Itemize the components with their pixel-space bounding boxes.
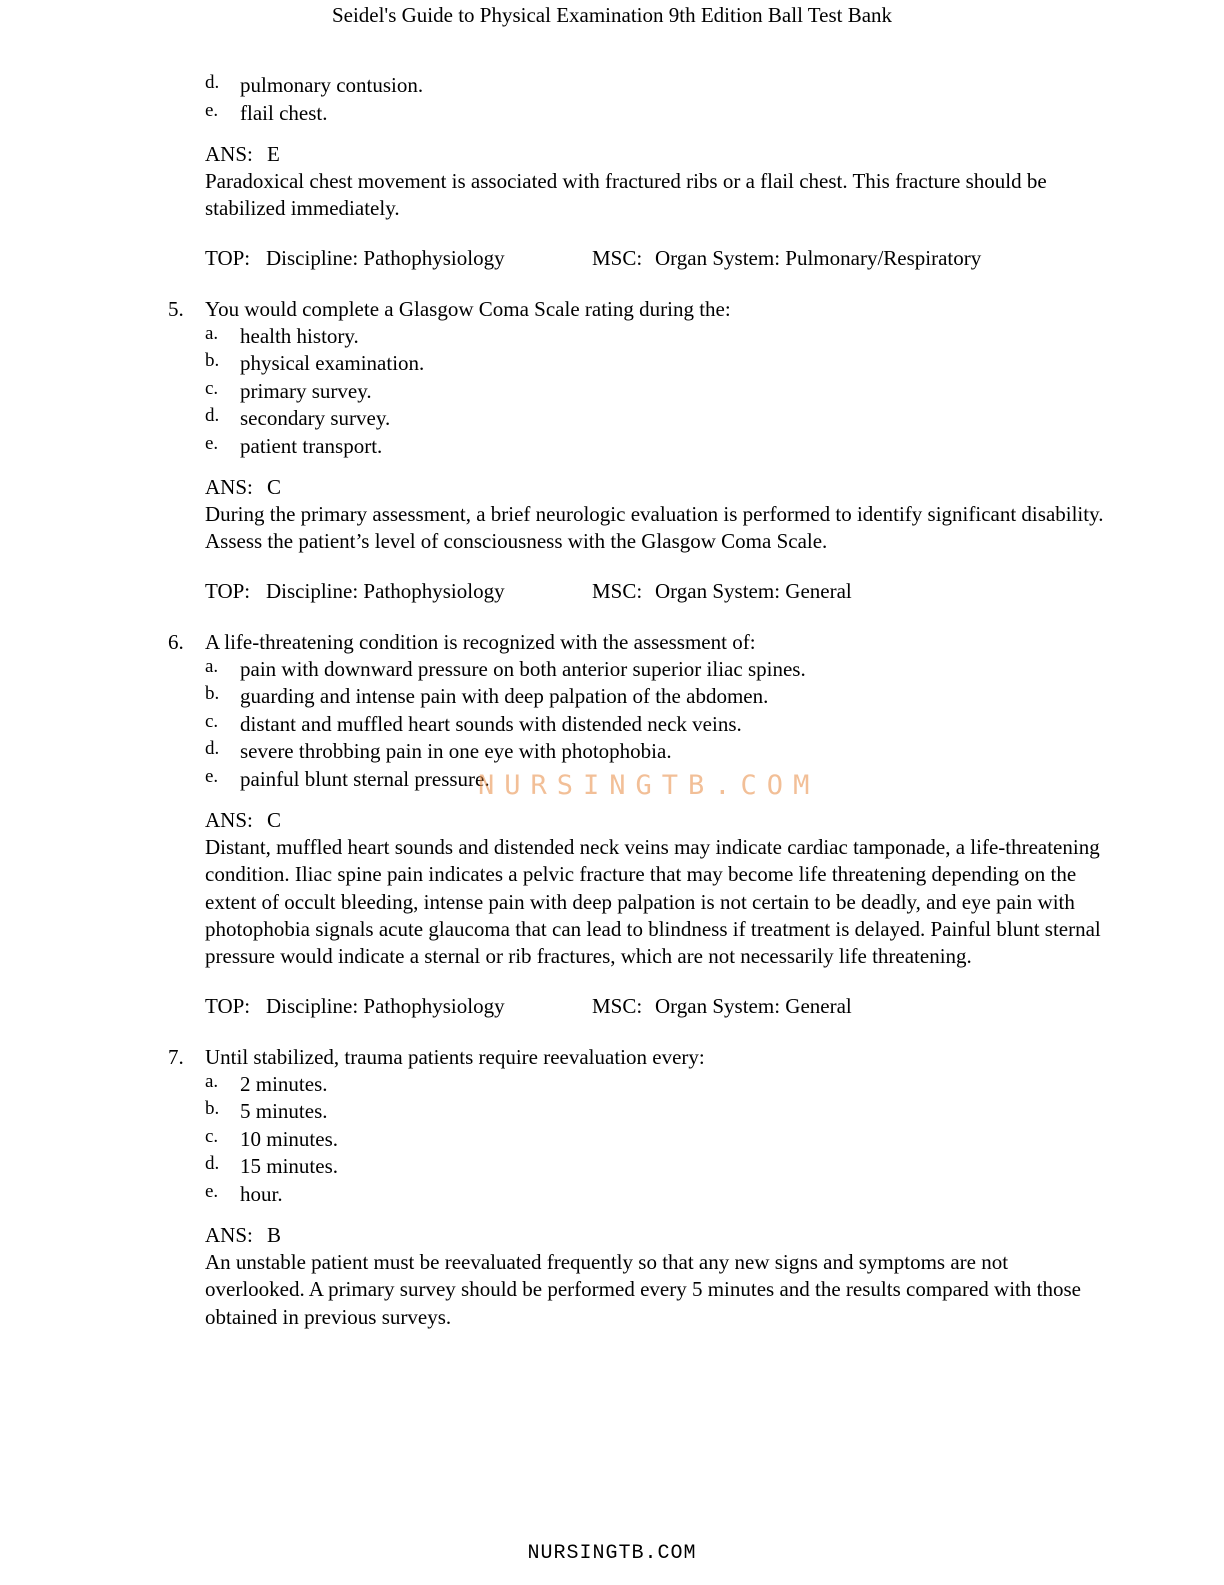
choice-letter: a. (205, 322, 219, 344)
document-body (0, 72, 1224, 1331)
choice-c (205, 1126, 1224, 1154)
choice-letter: d. (205, 72, 220, 93)
question-7 (0, 1044, 1224, 1331)
choice-d (205, 738, 1224, 766)
choice-text: guarding and intense pain with deep palpation of the abdomen. (240, 684, 769, 709)
top-value: Discipline: Pathophysiology (266, 245, 505, 270)
choice-a (205, 1071, 1224, 1099)
choice-b (205, 683, 1224, 711)
choice-letter: d. (205, 405, 220, 427)
choice-text: 10 minutes. (240, 1126, 338, 1151)
question-number: 7. (168, 1044, 184, 1069)
choice-letter: b. (205, 350, 220, 372)
page-header: Seidel's Guide to Physical Examination 9th Edition Ball Test Bank (331, 3, 893, 27)
question-stem: Until stabilized, trauma patients require reevaluation every: (205, 1044, 705, 1069)
answer-line (205, 1222, 1224, 1249)
msc-label: MSC: (592, 578, 643, 603)
choice-letter: a. (205, 1070, 219, 1092)
question-stem: You would complete a Glasgow Coma Scale rating during the: (205, 296, 731, 321)
question-number: 5. (168, 296, 184, 321)
watermark: NURSINGTB.COM (478, 770, 820, 801)
choice-c (205, 711, 1224, 739)
question-stem: A life-threatening condition is recognized with the assessment of: (205, 629, 756, 654)
choice-text: 5 minutes. (240, 1099, 328, 1124)
choice-d (205, 405, 1224, 433)
choice-letter: e. (205, 99, 219, 121)
choice-letter: b. (205, 1098, 220, 1120)
choice-a (205, 323, 1224, 351)
choice-letter: b. (205, 683, 220, 705)
choice-letter: c. (205, 710, 219, 732)
answer-value: E (267, 142, 280, 166)
top-value: Discipline: Pathophysiology (266, 993, 505, 1018)
question-6 (0, 629, 1224, 1020)
choice-text: pulmonary contusion. (240, 73, 424, 97)
top-label: TOP: (205, 245, 251, 270)
choice-text: patient transport. (240, 433, 383, 458)
answer-line (205, 807, 1224, 834)
choice-text: hour. (240, 1181, 283, 1206)
msc-label: MSC: (592, 993, 643, 1018)
msc-value: Organ System: Pulmonary/Respiratory (655, 245, 982, 270)
choice-text: severe throbbing pain in one eye with photophobia. (240, 739, 672, 764)
meta-line (205, 993, 1224, 1020)
choice-text: pain with downward pressure on both anterior superior iliac spines. (240, 656, 806, 681)
carryover-question (0, 72, 1224, 272)
meta-line (205, 578, 1224, 605)
top-label: TOP: (205, 578, 251, 603)
rationale: An unstable patient must be reevaluated frequently so that any new signs and symptoms are not overlooked. A primary survey should be performed every 5 minutes and the results compared with those obtained in previous surveys. (205, 1250, 1081, 1329)
choice-text: primary survey. (240, 378, 372, 403)
msc-value: Organ System: General (655, 578, 852, 603)
choice-letter: d. (205, 1153, 220, 1175)
choice-text: distant and muffled heart sounds with distended neck veins. (240, 711, 742, 736)
answer-label: ANS: (205, 1223, 253, 1248)
top-value: Discipline: Pathophysiology (266, 578, 505, 603)
top-label: TOP: (205, 993, 251, 1018)
choice-b (205, 350, 1224, 378)
rationale: Distant, muffled heart sounds and distended neck veins may indicate cardiac tamponade, a life-threatening condition. Iliac spine pain indicates a pelvic fracture that may become life threatening depending on the extent of occult bleeding, intense pain with deep palpation is not certain to be deadly, and eye pain with photophobia signals acute glaucoma that can lead to blindness if treatment is delayed. Painful blunt sternal pressure would indicate a sternal or rib fractures, which are not necessarily life threatening. (205, 835, 1101, 969)
rationale: During the primary assessment, a brief neurologic evaluation is performed to identify significant disability. Assess the patient’s level of consciousness with the Glasgow Coma Scale. (205, 502, 1104, 554)
choice-b (205, 1098, 1224, 1126)
choice-letter: c. (205, 377, 219, 399)
choice-letter: a. (205, 655, 219, 677)
choice-e (205, 433, 1224, 461)
rationale: Paradoxical chest movement is associated with fractured ribs or a flail chest. This fracture should be stabilized immediately. (205, 169, 1047, 221)
answer-value: C (267, 808, 282, 833)
choice-letter: d. (205, 738, 220, 760)
answer-value: B (267, 1223, 282, 1248)
choice-e (205, 1181, 1224, 1209)
meta-line (205, 245, 1224, 272)
choice-e (205, 100, 1224, 128)
msc-value: Organ System: General (655, 993, 852, 1018)
answer-line (205, 141, 1224, 168)
choice-letter: c. (205, 1125, 219, 1147)
choice-text: physical examination. (240, 351, 425, 376)
answer-label: ANS: (205, 142, 253, 166)
answer-label: ANS: (205, 475, 253, 500)
choice-letter: e. (205, 432, 219, 454)
question-5 (0, 296, 1224, 605)
choice-c (205, 378, 1224, 406)
msc-label: MSC: (592, 245, 643, 270)
choice-d (205, 72, 1224, 100)
answer-line (205, 474, 1224, 501)
choice-text: 2 minutes. (240, 1071, 328, 1096)
choice-letter: e. (205, 1180, 219, 1202)
question-number: 6. (168, 629, 184, 654)
choice-letter: e. (205, 765, 219, 787)
choice-text: secondary survey. (240, 406, 391, 431)
choice-text: health history. (240, 323, 359, 348)
choice-text: flail chest. (240, 100, 328, 125)
choice-text: 15 minutes. (240, 1154, 338, 1179)
choice-text: painful blunt sternal pressure. (240, 766, 490, 791)
page-footer: NURSINGTB.COM (527, 1542, 697, 1565)
answer-label: ANS: (205, 808, 253, 833)
choice-a (205, 656, 1224, 684)
choice-d (205, 1153, 1224, 1181)
answer-value: C (267, 475, 282, 500)
